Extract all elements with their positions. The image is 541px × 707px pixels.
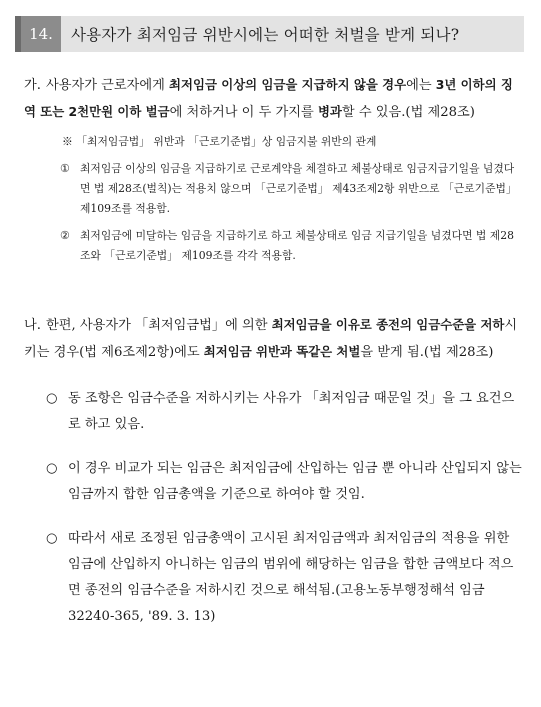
section-na <box>24 312 524 630</box>
ga-marker: 가. <box>24 78 41 93</box>
ga-paragraph: 가. 사용자가 근로자에게 최저임금 이상의 임금을 지급하지 않을 경우에는 3년 이하의 징역 또는 2천만원 이하 벌금에 처하거나 이 두 가지를 병과할 수 있음.(법 제28조) <box>24 72 524 126</box>
section-ga <box>24 72 524 266</box>
bullet-item <box>24 526 524 630</box>
ga-bold-2: 3년 이하의 징역 또는 2천만원 이하 벌금 <box>24 77 513 119</box>
na-paragraph: 나. 한편, 사용자가 「최저임금법」에 의한 최저임금을 이유로 종전의 임금수준을 저하시키는 경우(법 제6조제2항)에도 최저임금 위반과 똑같은 처벌을 받게 됨.(법 제28조) <box>24 312 524 366</box>
bullet-marker: ○ <box>46 531 58 546</box>
note-item-text: 최저임금에 미달하는 임금을 지급하기로 하고 체불상태로 임금 지급기일을 넘겼다면 법 제28조와 「근로기준법」 제109조를 각각 적용함. <box>80 229 514 262</box>
ga-bold-3: 병과 <box>317 104 342 119</box>
section-header <box>15 16 524 52</box>
note-item <box>24 159 524 219</box>
na-bold-2: 최저임금 위반과 똑같은 처벌 <box>203 344 361 359</box>
note-title: ※ 「최저임금법」 위반과 「근로기준법」상 임금지불 위반의 관계 <box>62 135 377 148</box>
bullet-item <box>24 456 524 508</box>
bullet-item <box>24 386 524 438</box>
note-item-marker: ① <box>60 162 70 175</box>
question-number: 14. <box>21 16 61 52</box>
ga-bold-1: 최저임금 이상의 임금을 지급하지 않을 경우 <box>169 77 407 92</box>
note-item-text: 최저임금 이상의 임금을 지급하기로 근로계약을 체결하고 체불상태로 임금지급기일을 넘겼다면 법 제28조(벌칙)는 적용치 않으며 「근로기준법」 제43조제2항 위반으로 「근로기준법」 제109조를 적용함. <box>80 162 517 215</box>
bullet-marker: ○ <box>46 461 58 476</box>
note-item <box>24 226 524 266</box>
bullet-marker: ○ <box>46 391 58 406</box>
na-marker: 나. <box>24 318 41 333</box>
question-title: 사용자가 최저임금 위반시에는 어떠한 처벌을 받게 되나? <box>71 26 460 44</box>
bullet-text: 따라서 새로 조정된 임금총액이 고시된 최저임금액과 최저임금의 적용을 위한 임금에 산입하지 아니하는 임금의 범위에 해당하는 임금을 합한 금액보다 적으면 종전의 임금수준을 저하시킨 것으로 해석됨.(고용노동부행정해석 임금32240-365, '89. 3. 13) <box>68 531 514 624</box>
note-list <box>24 159 524 266</box>
bullet-text: 동 조항은 임금수준을 저하시키는 사유가 「최저임금 때문일 것」을 그 요건으로 하고 있음. <box>68 391 515 432</box>
note-item-marker: ② <box>60 229 70 242</box>
bullet-list <box>24 386 524 630</box>
bullet-text: 이 경우 비교가 되는 임금은 최저임금에 산입하는 임금 뿐 아니라 산입되지 않는 임금까지 합한 임금총액을 기준으로 하여야 할 것임. <box>68 461 522 502</box>
na-bold-1: 최저임금을 이유로 종전의 임금수준을 저하 <box>271 317 505 332</box>
